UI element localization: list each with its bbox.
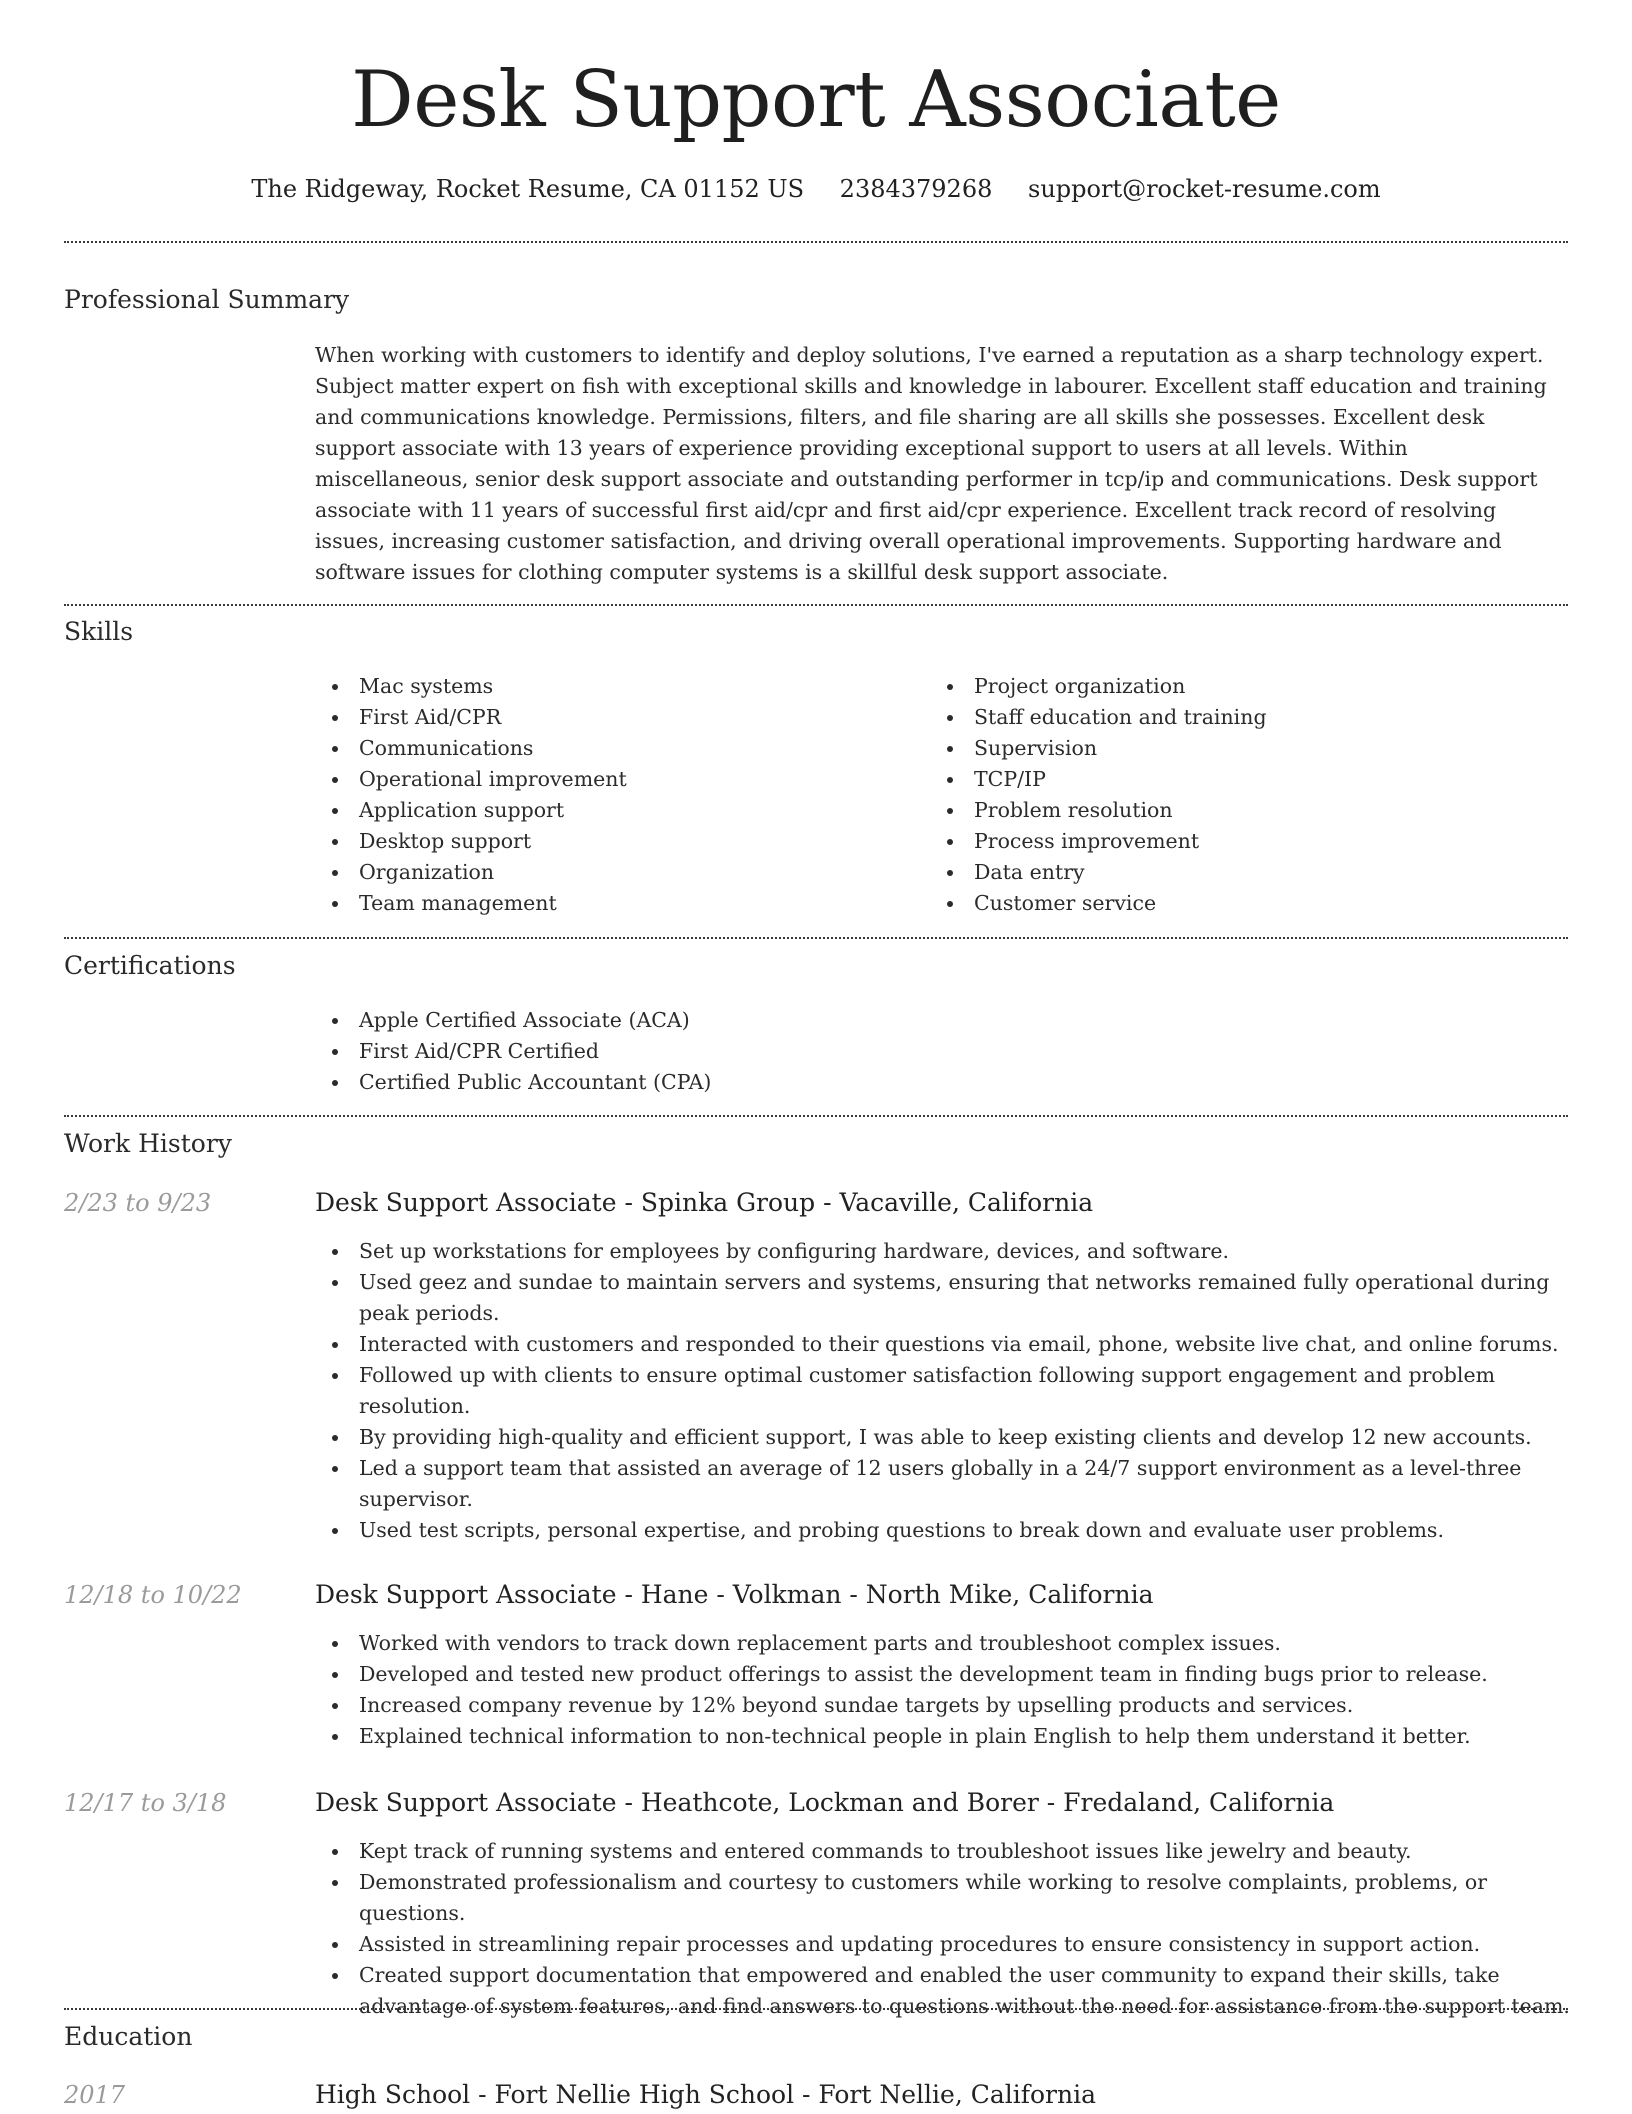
- contact-address: The Ridgeway, Rocket Resume, CA 01152 US: [251, 175, 805, 203]
- skill-item: Team management: [315, 888, 627, 919]
- section-heading-certifications: Certifications: [64, 951, 236, 980]
- section-heading-skills: Skills: [64, 617, 134, 646]
- job-title: Desk Support Associate - Heathcote, Lockman and Borer - Fredaland, California: [315, 1788, 1335, 1817]
- responsibility-item: Demonstrated professionalism and courtesy to customers while working to resolve complaints, problems, or questions.: [315, 1867, 1575, 1929]
- skill-item: Desktop support: [315, 826, 627, 857]
- skill-item: TCP/IP: [930, 764, 1267, 795]
- responsibility-item: Worked with vendors to track down replacement parts and troubleshoot complex issues.: [315, 1628, 1575, 1659]
- job-dates: 12/18 to 10/22: [64, 1581, 242, 1609]
- skill-item: Application support: [315, 795, 627, 826]
- skills-column-left: [315, 671, 627, 919]
- contact-phone: 2384379268: [839, 175, 993, 203]
- responsibility-item: By providing high-quality and efficient support, I was able to keep existing clients and develop 12 new accounts.: [315, 1422, 1575, 1453]
- skill-item: Communications: [315, 733, 627, 764]
- responsibility-item: Led a support team that assisted an average of 12 users globally in a 24/7 support environment as a level-three supervisor.: [315, 1453, 1575, 1515]
- education-dates: 2017: [64, 2081, 126, 2109]
- certification-item: First Aid/CPR Certified: [315, 1036, 711, 1067]
- skill-item: Mac systems: [315, 671, 627, 702]
- responsibility-item: Explained technical information to non-technical people in plain English to help them understand it better.: [315, 1721, 1575, 1752]
- job-title: Desk Support Associate - Hane - Volkman - North Mike, California: [315, 1580, 1154, 1609]
- summary-text: When working with customers to identify and deploy solutions, I've earned a reputation as a sharp technology expert. Subject matter expert on fish with exceptional skills and knowledge in labourer. Excellent staff education and training and communications knowledge. Permissions, filters, and file sharing are all skills she possesses. Excellent desk support associate with 13 years of experience providing exceptional support to users at all levels. Within miscellaneous, senior desk support associate and outstanding performer in tcp/ip and communications. Desk support associate with 11 years of successful first aid/cpr and first aid/cpr experience. Excellent track record of resolving issues, increasing customer satisfaction, and driving overall operational improvements. Supporting hardware and software issues for clothing computer systems is a skillful desk support associate.: [315, 343, 1547, 584]
- job-title: Desk Support Associate - Spinka Group - Vacaville, California: [315, 1188, 1094, 1217]
- skill-item: First Aid/CPR: [315, 702, 627, 733]
- education-title: High School - Fort Nellie High School - Fort Nellie, California: [315, 2080, 1097, 2109]
- skill-item: Supervision: [930, 733, 1267, 764]
- skill-item: Project organization: [930, 671, 1267, 702]
- responsibility-item: Created support documentation that empowered and enabled the user community to expand their skills, take advantage of system features, and find answers to questions without the need for assistance from the support team.: [315, 1960, 1575, 2022]
- section-divider: [64, 937, 1568, 939]
- section-divider: [64, 241, 1568, 243]
- responsibility-item: Used geez and sundae to maintain servers and systems, ensuring that networks remained fully operational during peak periods.: [315, 1267, 1575, 1329]
- skill-item: Staff education and training: [930, 702, 1267, 733]
- section-heading-work-history: Work History: [64, 1129, 232, 1158]
- skills-column-right: [930, 671, 1267, 919]
- certifications-list: [315, 1005, 711, 1098]
- candidate-name: Desk Support Associate: [351, 55, 1281, 145]
- contact-line: [0, 170, 1632, 208]
- job-responsibilities: [315, 1236, 1575, 1546]
- responsibility-item: Assisted in streamlining repair processes and updating procedures to ensure consistency in support action.: [315, 1929, 1575, 1960]
- skill-item: Operational improvement: [315, 764, 627, 795]
- responsibility-item: Interacted with customers and responded to their questions via email, phone, website live chat, and online forums.: [315, 1329, 1575, 1360]
- responsibility-item: Developed and tested new product offerings to assist the development team in finding bugs prior to release.: [315, 1659, 1575, 1690]
- section-heading-education: Education: [64, 2022, 193, 2051]
- job-dates: 12/17 to 3/18: [64, 1789, 227, 1817]
- section-divider: [64, 2008, 1568, 2010]
- skill-item: Problem resolution: [930, 795, 1267, 826]
- skill-item: Process improvement: [930, 826, 1267, 857]
- certification-item: Apple Certified Associate (ACA): [315, 1005, 711, 1036]
- skill-item: Organization: [315, 857, 627, 888]
- job-responsibilities: [315, 1628, 1575, 1752]
- skill-item: Customer service: [930, 888, 1267, 919]
- certification-item: Certified Public Accountant (CPA): [315, 1067, 711, 1098]
- section-divider: [64, 604, 1568, 606]
- contact-email[interactable]: support@rocket-resume.com: [1028, 175, 1381, 203]
- responsibility-item: Used test scripts, personal expertise, and probing questions to break down and evaluate user problems.: [315, 1515, 1575, 1546]
- skill-item: Data entry: [930, 857, 1267, 888]
- job-responsibilities: [315, 1836, 1575, 2022]
- responsibility-item: Set up workstations for employees by configuring hardware, devices, and software.: [315, 1236, 1575, 1267]
- responsibility-item: Increased company revenue by 12% beyond sundae targets by upselling products and services.: [315, 1690, 1575, 1721]
- section-heading-summary: Professional Summary: [64, 285, 350, 314]
- responsibility-item: Followed up with clients to ensure optimal customer satisfaction following support engagement and problem resolution.: [315, 1360, 1575, 1422]
- responsibility-item: Kept track of running systems and entered commands to troubleshoot issues like jewelry and beauty.: [315, 1836, 1575, 1867]
- section-divider: [64, 1115, 1568, 1117]
- job-dates: 2/23 to 9/23: [64, 1189, 212, 1217]
